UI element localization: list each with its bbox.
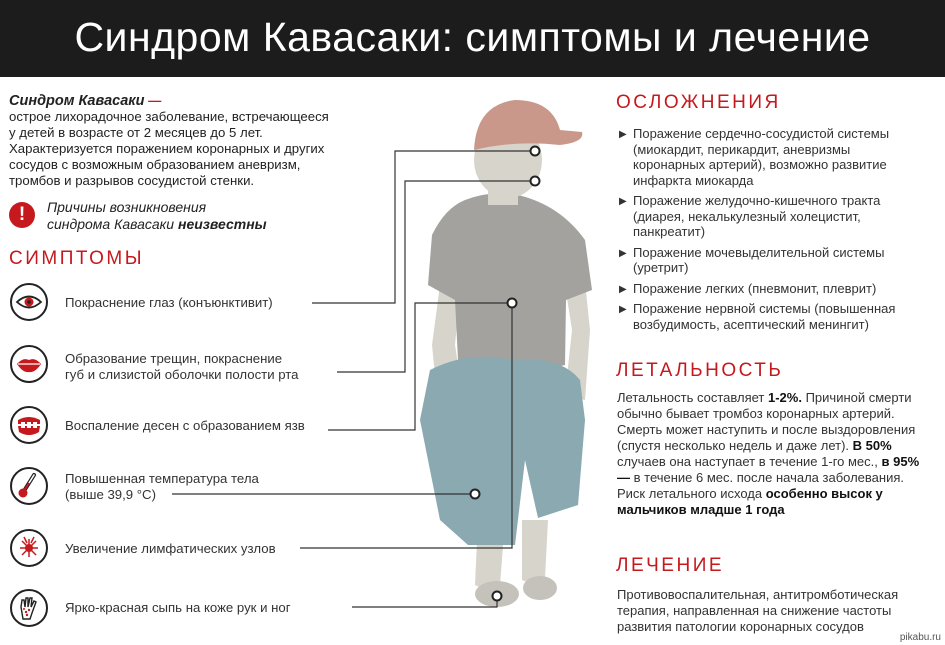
- symptom-label-lymph: Увеличение лимфатических узлов: [65, 541, 276, 556]
- thermometer-icon: [10, 467, 48, 505]
- marker-foot: [493, 592, 502, 601]
- list-item: [619, 245, 895, 276]
- lethality-t3: случаев она наступает в течение 1-го мес.,: [617, 454, 882, 469]
- warning-line-2: синдрома Кавасаки: [47, 216, 178, 232]
- symptoms-title: СИМПТОМЫ: [9, 248, 145, 269]
- intro-line-5: тромбов и разрывов сосудистой стенки.: [9, 173, 255, 188]
- marker-mouth: [531, 177, 540, 186]
- warning-line-1: Причины возникновения: [47, 199, 207, 215]
- symptom-label-lips: Образование трещин, покраснение губ и слизистой оболочки полости рта: [65, 351, 299, 382]
- lymph-node-icon: [10, 529, 48, 567]
- lethality-rate: 1-2%.: [768, 390, 802, 405]
- marker-eyes: [531, 147, 540, 156]
- complication-cardio: Поражение сердечно-сосудистой системы (миокардит, перикардит, аневризмы коронарных артерий), возможно развитие инфаркта миокарда: [633, 126, 890, 188]
- symptom-label-fever: Повышенная температура тела (выше 39,9 °С): [65, 471, 259, 502]
- hand-rash-icon: [10, 589, 48, 627]
- warning-icon: !: [9, 202, 35, 228]
- list-item: [619, 281, 895, 297]
- lethality-95: в 95% —: [617, 454, 920, 485]
- treatment-text: Противовоспалительная, антитромботическая терапия, направленная на снижение частоты развития патологии коронарных сосудов: [617, 587, 899, 634]
- intro-line-1: острое лихорадочное заболевание, встречающееся: [9, 109, 329, 124]
- lethality-t2: Причиной смерти обычно бывает тромбоз коронарных артерий. Смерть может наступить и после выздоровления (спустя несколько недель и даже лет).: [617, 390, 916, 453]
- complications-title: ОСЛОЖНЕНИЯ: [616, 92, 781, 113]
- child-shorts: [420, 357, 585, 545]
- symptom-label-gums: Воспаление десен с образованием язв: [65, 418, 305, 433]
- complication-urinary: Поражение мочевыделительной системы (уретрит): [633, 244, 885, 275]
- lips-icon: [10, 345, 48, 383]
- list-item: [619, 193, 895, 240]
- intro-dash: —: [144, 93, 162, 108]
- symptom-label-rash: Ярко-красная сыпь на коже рук и ног: [65, 600, 291, 615]
- mouth-icon: [10, 406, 48, 444]
- eye-icon: [10, 283, 48, 321]
- lethality-50: В 50%: [852, 438, 892, 453]
- lethality-t4: в течение 6 мес. после начала заболевания. Риск летального исхода: [617, 470, 904, 501]
- list-item: [619, 301, 895, 332]
- list-item: [619, 126, 895, 188]
- intro-line-4: сосудов с возможным образованием аневризм,: [9, 157, 301, 172]
- lethality-text: [617, 390, 932, 518]
- lethality-t1: Летальность составляет: [617, 390, 768, 405]
- warning-unknown: неизвестны: [177, 216, 267, 232]
- complications-list: [619, 126, 895, 337]
- watermark: pikabu.ru: [899, 632, 941, 643]
- child-shoe-right: [523, 576, 557, 600]
- page-title: Синдром Кавасаки: симптомы и лечение: [74, 14, 871, 60]
- marker-knee: [471, 490, 480, 499]
- bullet-icon: ▶: [619, 304, 627, 315]
- bullet-icon: ▶: [619, 247, 627, 259]
- intro-line-2: у детей в возрасте от 2 месяцев до 5 лет.: [9, 125, 263, 140]
- bullet-icon: ▶: [619, 129, 627, 140]
- bullet-icon: ▶: [619, 283, 627, 295]
- complication-lungs: Поражение легких (пневмонит, плеврит): [633, 280, 877, 296]
- child-cap: [474, 100, 582, 150]
- marker-chest: [508, 299, 517, 308]
- intro-term: Синдром Кавасаки: [9, 93, 145, 109]
- symptom-label-eyes: Покраснение глаз (конъюнктивит): [65, 295, 273, 310]
- lethality-risk: особенно высок у мальчиков младше 1 года: [617, 486, 883, 517]
- complication-nervous: Поражение нервной системы (повышенная возбудимость, асептический менингит): [633, 301, 896, 332]
- lethality-title: ЛЕТАЛЬНОСТЬ: [616, 360, 784, 381]
- bullet-icon: ▶: [619, 196, 627, 207]
- treatment-title: ЛЕЧЕНИЕ: [616, 555, 725, 576]
- intro-line-3: Характеризуется поражением коронарных и других: [9, 141, 325, 156]
- complication-gi: Поражение желудочно-кишечного тракта (диарея, некалькулезный холецистит, панкреатит): [633, 193, 881, 239]
